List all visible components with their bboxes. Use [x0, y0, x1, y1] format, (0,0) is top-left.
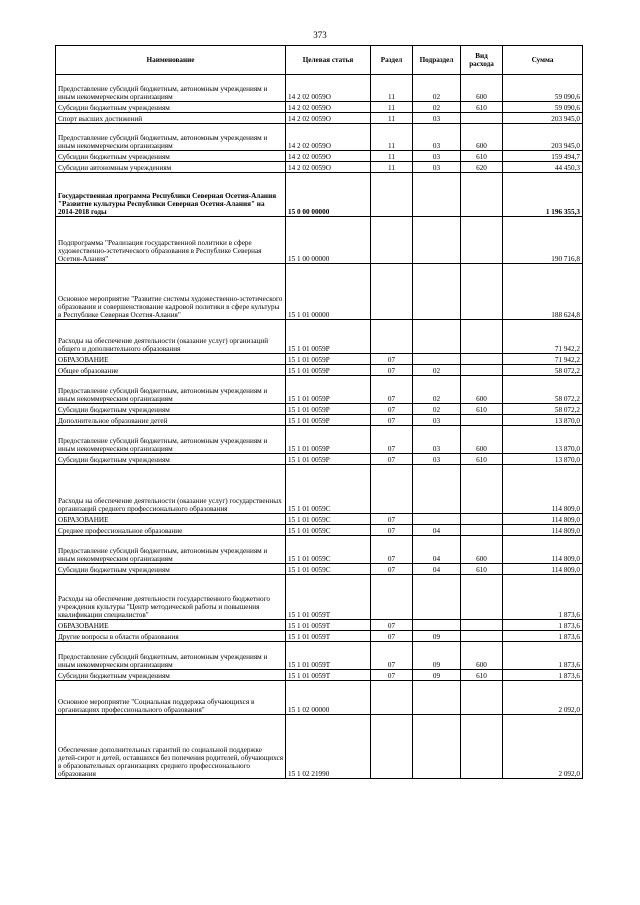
cell-expense-type [461, 365, 503, 376]
table-row [56, 264, 583, 320]
cell-section: 07 [371, 426, 413, 454]
cell-section: 07 [371, 454, 413, 465]
cell-sum: 114 809,0 [503, 514, 583, 525]
table-row [56, 514, 583, 525]
cell-target-article: 14 2 02 0059О [286, 75, 371, 102]
cell-subsection: 03 [413, 151, 461, 162]
cell-expense-type: 610 [461, 404, 503, 415]
cell-name: Другие вопросы в области образования [56, 631, 286, 642]
cell-target-article: 14 2 02 0059О [286, 151, 371, 162]
cell-name: Предоставление субсидий бюджетным, автономным учреждениям и иным некоммерческим организациям [56, 376, 286, 404]
cell-target-article: 14 2 02 0059О [286, 113, 371, 124]
cell-section [371, 575, 413, 620]
table-row [56, 173, 583, 217]
cell-name: Основное мероприятие "Развитие системы художественно-эстетического образования и совершенствование кадровой политики в сфере культуры в Республике Северная Осетия-Алания" [56, 264, 286, 320]
cell-name: Спорт высших достижений [56, 113, 286, 124]
cell-subsection: 03 [413, 162, 461, 173]
cell-section [371, 715, 413, 779]
cell-subsection [413, 354, 461, 365]
cell-subsection: 09 [413, 642, 461, 670]
cell-expense-type: 620 [461, 162, 503, 173]
cell-expense-type [461, 575, 503, 620]
cell-section: 11 [371, 162, 413, 173]
cell-expense-type [461, 415, 503, 426]
cell-subsection [413, 320, 461, 354]
table-row [56, 454, 583, 465]
cell-expense-type [461, 715, 503, 779]
cell-subsection: 02 [413, 102, 461, 113]
cell-target-article: 15 1 01 0059Р [286, 354, 371, 365]
cell-sum: 114 809,0 [503, 465, 583, 514]
cell-sum: 1 873,6 [503, 620, 583, 631]
cell-subsection: 02 [413, 75, 461, 102]
cell-target-article: 15 1 01 0059Р [286, 404, 371, 415]
table-row [56, 681, 583, 715]
cell-subsection [413, 465, 461, 514]
cell-name: Субсидии бюджетным учреждениям [56, 404, 286, 415]
cell-sum: 2 092,0 [503, 681, 583, 715]
cell-section: 07 [371, 525, 413, 536]
table-row [56, 631, 583, 642]
cell-name: ОБРАЗОВАНИЕ [56, 514, 286, 525]
cell-name: Предоставление субсидий бюджетным, автономным учреждениям и иным некоммерческим организациям [56, 426, 286, 454]
cell-target-article: 15 1 01 0059С [286, 514, 371, 525]
cell-sum: 13 870,0 [503, 426, 583, 454]
cell-target-article: 15 1 01 00000 [286, 264, 371, 320]
budget-table [55, 45, 583, 779]
cell-section: 07 [371, 536, 413, 564]
cell-section [371, 320, 413, 354]
header-subsection: Подраздел [413, 46, 461, 75]
cell-sum: 1 873,6 [503, 575, 583, 620]
cell-sum: 114 809,0 [503, 525, 583, 536]
cell-subsection [413, 217, 461, 264]
cell-target-article: 15 1 01 0059Р [286, 415, 371, 426]
cell-target-article: 14 2 02 0059О [286, 124, 371, 151]
cell-section: 07 [371, 631, 413, 642]
header-code: Целевая статья [286, 46, 371, 75]
cell-name: Основное мероприятие "Социальная поддержка обучающихся в организациях профессионального образования" [56, 681, 286, 715]
cell-name: Субсидии бюджетным учреждениям [56, 564, 286, 575]
cell-sum: 58 072,2 [503, 404, 583, 415]
cell-expense-type [461, 514, 503, 525]
cell-subsection [413, 715, 461, 779]
cell-expense-type [461, 525, 503, 536]
cell-name: Субсидии бюджетным учреждениям [56, 670, 286, 681]
cell-subsection: 04 [413, 536, 461, 564]
cell-expense-type [461, 681, 503, 715]
cell-name: Расходы на обеспечение деятельности (оказание услуг) организаций общего и дополнительного образования [56, 320, 286, 354]
cell-expense-type: 610 [461, 564, 503, 575]
table-row [56, 113, 583, 124]
cell-subsection: 03 [413, 426, 461, 454]
cell-section: 11 [371, 102, 413, 113]
cell-subsection: 03 [413, 454, 461, 465]
cell-name: Дополнительное образование детей [56, 415, 286, 426]
cell-section: 07 [371, 365, 413, 376]
cell-section [371, 173, 413, 217]
cell-subsection [413, 681, 461, 715]
cell-expense-type: 600 [461, 426, 503, 454]
table-row [56, 426, 583, 454]
cell-name: Расходы на обеспечение деятельности государственного бюджетного учреждения культуры "Центр методической работы и повышения квалификации специалистов" [56, 575, 286, 620]
table-row [56, 124, 583, 151]
cell-expense-type [461, 264, 503, 320]
cell-expense-type [461, 320, 503, 354]
header-name: Наименование [56, 46, 286, 75]
cell-target-article: 15 1 01 0059Р [286, 365, 371, 376]
cell-target-article: 15 1 01 0059С [286, 564, 371, 575]
table-header-row [56, 46, 583, 75]
cell-name: Субсидии бюджетным учреждениям [56, 454, 286, 465]
cell-section: 07 [371, 376, 413, 404]
page-number: 373 [313, 30, 327, 40]
cell-name: Подпрограмма "Реализация государственной политики в сфере художественно-эстетического образования в Республике Северная Осетия-Алания" [56, 217, 286, 264]
cell-target-article: 14 2 02 0059О [286, 162, 371, 173]
cell-section: 07 [371, 415, 413, 426]
cell-sum: 1 196 355,3 [503, 173, 583, 217]
cell-name: Предоставление субсидий бюджетным, автономным учреждениям и иным некоммерческим организациям [56, 75, 286, 102]
cell-name: Предоставление субсидий бюджетным, автономным учреждениям и иным некоммерческим организациям [56, 124, 286, 151]
cell-expense-type: 600 [461, 536, 503, 564]
cell-target-article: 15 1 01 0059Т [286, 631, 371, 642]
table-row [56, 415, 583, 426]
cell-section [371, 681, 413, 715]
table-row [56, 365, 583, 376]
cell-section [371, 264, 413, 320]
cell-sum: 114 809,0 [503, 536, 583, 564]
cell-subsection: 03 [413, 124, 461, 151]
cell-expense-type: 600 [461, 124, 503, 151]
cell-expense-type: 600 [461, 642, 503, 670]
cell-sum: 188 624,8 [503, 264, 583, 320]
cell-subsection: 03 [413, 415, 461, 426]
cell-name: Среднее профессиональное образование [56, 525, 286, 536]
cell-section: 07 [371, 514, 413, 525]
cell-section: 11 [371, 151, 413, 162]
cell-subsection: 04 [413, 525, 461, 536]
table-row [56, 376, 583, 404]
table-row [56, 575, 583, 620]
cell-target-article: 15 1 01 0059Р [286, 454, 371, 465]
cell-sum: 190 716,8 [503, 217, 583, 264]
cell-target-article: 15 1 01 0059Т [286, 575, 371, 620]
cell-sum: 13 870,0 [503, 454, 583, 465]
table-body [56, 75, 583, 779]
cell-target-article: 15 1 01 0059Т [286, 642, 371, 670]
cell-target-article: 15 1 01 0059Р [286, 320, 371, 354]
cell-section: 07 [371, 642, 413, 670]
cell-name: Субсидии автономным учреждениям [56, 162, 286, 173]
cell-name: Субсидии бюджетным учреждениям [56, 102, 286, 113]
cell-subsection [413, 173, 461, 217]
cell-expense-type [461, 465, 503, 514]
cell-target-article: 15 0 00 00000 [286, 173, 371, 217]
cell-subsection: 09 [413, 670, 461, 681]
table-row [56, 354, 583, 365]
cell-expense-type [461, 354, 503, 365]
cell-target-article: 15 1 01 0059Т [286, 670, 371, 681]
cell-name: Субсидии бюджетным учреждениям [56, 151, 286, 162]
cell-expense-type [461, 620, 503, 631]
cell-target-article: 15 1 01 0059С [286, 465, 371, 514]
table-row [56, 564, 583, 575]
cell-expense-type [461, 113, 503, 124]
cell-sum: 59 090,6 [503, 75, 583, 102]
cell-name: Общее образование [56, 365, 286, 376]
table-row [56, 715, 583, 779]
cell-subsection: 02 [413, 376, 461, 404]
cell-name: ОБРАЗОВАНИЕ [56, 354, 286, 365]
cell-subsection [413, 514, 461, 525]
table-row [56, 151, 583, 162]
cell-section [371, 217, 413, 264]
cell-target-article: 15 1 02 00000 [286, 681, 371, 715]
cell-subsection [413, 575, 461, 620]
cell-expense-type: 610 [461, 454, 503, 465]
cell-target-article: 15 1 00 00000 [286, 217, 371, 264]
cell-name: Предоставление субсидий бюджетным, автономным учреждениям и иным некоммерческим организациям [56, 642, 286, 670]
cell-name: Обеспечение дополнительных гарантий по социальной поддержке детей-сирот и детей, оставшихся без попечения родителей, обучающихся в образовательных организациях среднего профессионального образования [56, 715, 286, 779]
table-row [56, 642, 583, 670]
table-row [56, 670, 583, 681]
cell-expense-type: 610 [461, 151, 503, 162]
cell-sum: 44 450,3 [503, 162, 583, 173]
table-row [56, 465, 583, 514]
cell-sum: 1 873,6 [503, 670, 583, 681]
cell-target-article: 15 1 01 0059С [286, 536, 371, 564]
table-row [56, 620, 583, 631]
cell-sum: 203 945,0 [503, 113, 583, 124]
cell-sum: 71 942,2 [503, 320, 583, 354]
cell-section: 07 [371, 670, 413, 681]
cell-subsection: 02 [413, 404, 461, 415]
table-row [56, 75, 583, 102]
cell-expense-type [461, 173, 503, 217]
cell-section: 07 [371, 354, 413, 365]
table-row [56, 536, 583, 564]
cell-expense-type: 600 [461, 75, 503, 102]
cell-section: 07 [371, 620, 413, 631]
cell-section: 11 [371, 124, 413, 151]
cell-sum: 71 942,2 [503, 354, 583, 365]
table-row [56, 162, 583, 173]
cell-sum: 2 092,0 [503, 715, 583, 779]
cell-section [371, 465, 413, 514]
cell-subsection [413, 264, 461, 320]
table-row [56, 320, 583, 354]
cell-name: Государственная программа Республики Северная Осетия-Алания "Развитие культуры Республики Северная Осетия-Алания" на 2014-2018 годы [56, 173, 286, 217]
cell-subsection: 03 [413, 113, 461, 124]
cell-sum: 58 072,2 [503, 376, 583, 404]
cell-sum: 1 873,6 [503, 631, 583, 642]
cell-target-article: 15 1 01 0059С [286, 525, 371, 536]
cell-subsection: 04 [413, 564, 461, 575]
cell-name: ОБРАЗОВАНИЕ [56, 620, 286, 631]
cell-sum: 1 873,6 [503, 642, 583, 670]
table-row [56, 525, 583, 536]
cell-target-article: 15 1 01 0059Т [286, 620, 371, 631]
cell-name: Расходы на обеспечение деятельности (оказание услуг) государственных организаций среднего профессионального образования [56, 465, 286, 514]
cell-sum: 58 072,2 [503, 365, 583, 376]
cell-expense-type [461, 631, 503, 642]
cell-sum: 59 090,6 [503, 102, 583, 113]
cell-sum: 114 809,0 [503, 564, 583, 575]
header-section: Раздел [371, 46, 413, 75]
cell-sum: 159 494,7 [503, 151, 583, 162]
cell-target-article: 15 1 01 0059Р [286, 426, 371, 454]
cell-subsection: 09 [413, 631, 461, 642]
cell-expense-type: 600 [461, 376, 503, 404]
cell-target-article: 15 1 01 0059Р [286, 376, 371, 404]
table-row [56, 102, 583, 113]
cell-sum: 13 870,0 [503, 415, 583, 426]
cell-section: 11 [371, 75, 413, 102]
cell-section: 07 [371, 404, 413, 415]
cell-target-article: 15 1 02 21990 [286, 715, 371, 779]
cell-name: Предоставление субсидий бюджетным, автономным учреждениям и иным некоммерческим организациям [56, 536, 286, 564]
cell-target-article: 14 2 02 0059О [286, 102, 371, 113]
header-expense-type: Вид расхода [461, 46, 503, 75]
cell-section: 11 [371, 113, 413, 124]
header-sum: Сумма [503, 46, 583, 75]
cell-expense-type: 610 [461, 670, 503, 681]
table-row [56, 404, 583, 415]
table-row [56, 217, 583, 264]
cell-sum: 203 945,0 [503, 124, 583, 151]
cell-subsection: 02 [413, 365, 461, 376]
cell-expense-type: 610 [461, 102, 503, 113]
cell-subsection [413, 620, 461, 631]
cell-section: 07 [371, 564, 413, 575]
cell-expense-type [461, 217, 503, 264]
